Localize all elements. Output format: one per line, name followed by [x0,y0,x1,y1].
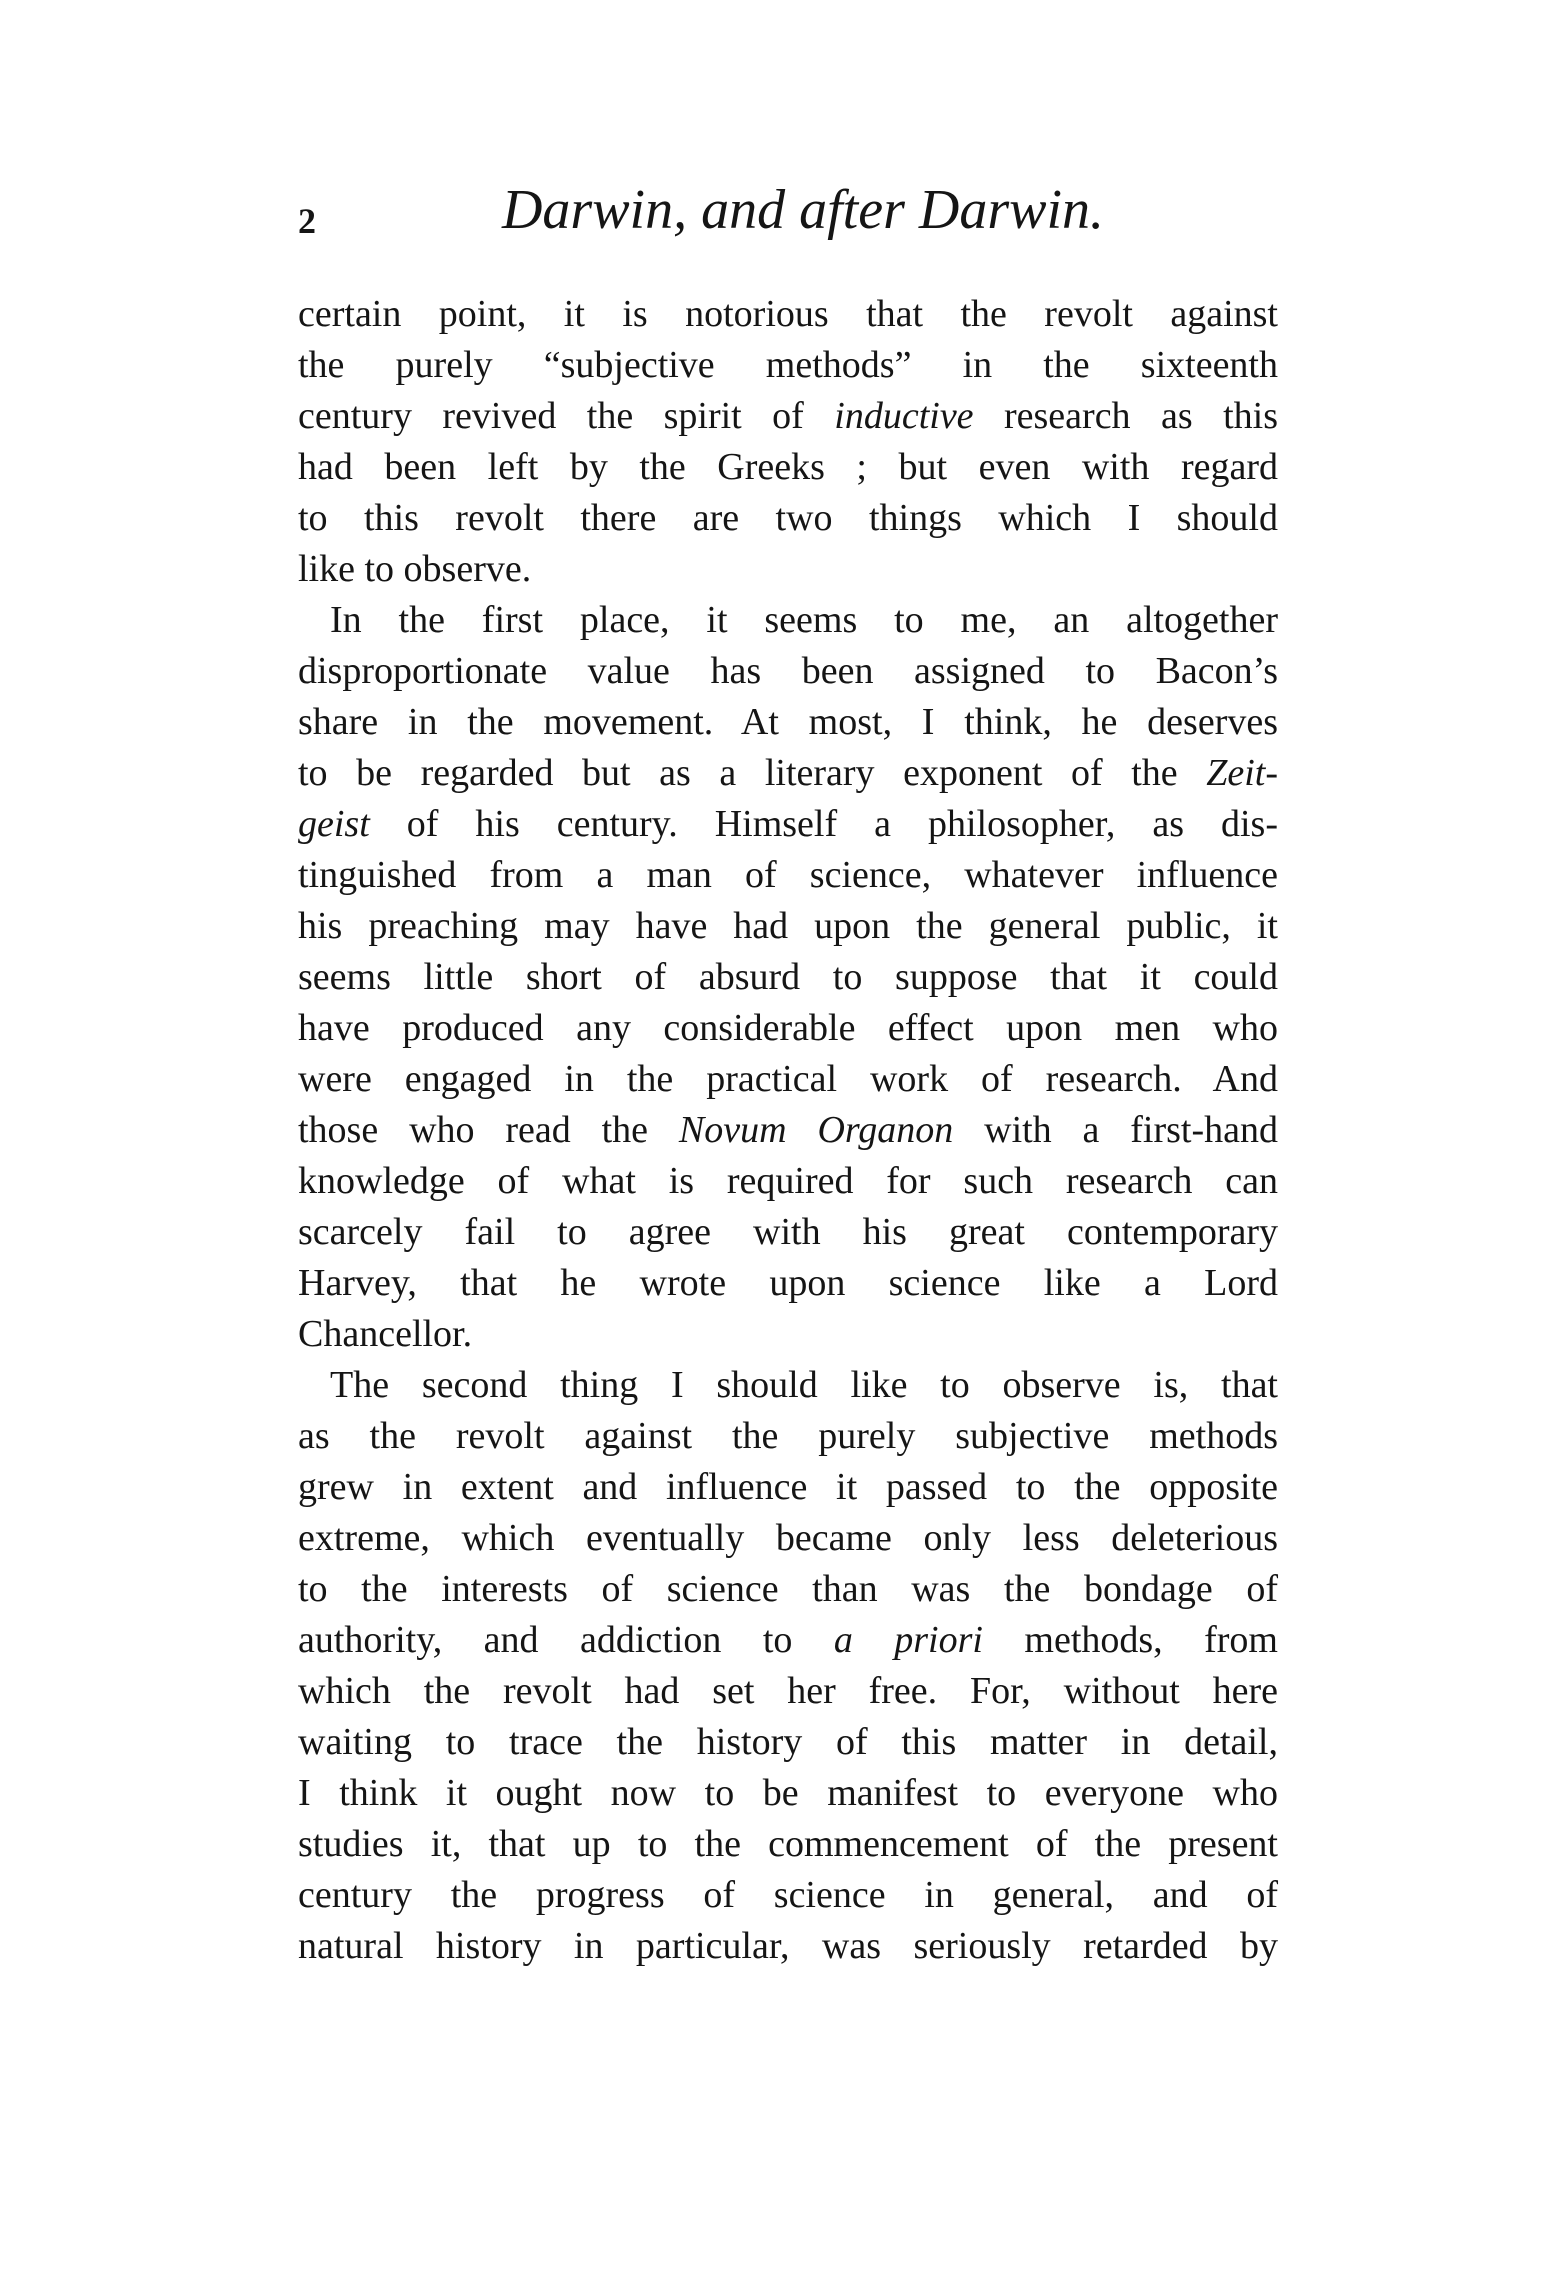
text-line [298,1666,1278,1717]
text-line [298,850,1278,901]
text-line [298,289,1278,340]
text-run: were engaged in the practical work of research. And [298,1058,1278,1100]
text-run: to be regarded but as a literary exponent of the [298,752,1207,794]
text-line [298,1513,1278,1564]
page-number: 2 [298,201,316,241]
text-line [298,1309,1278,1360]
text-run: natural history in particular, was seriously retarded by [298,1925,1278,1967]
text-run: like to observe. [298,548,532,590]
text-run: I think it ought now to be manifest to everyone who [298,1772,1278,1814]
text-line [298,1054,1278,1105]
text-run: certain point, it is notorious that the revolt against [298,293,1278,335]
text-run: had been left by the Greeks ; but even with regard [298,446,1278,488]
text-line [298,1768,1278,1819]
text-line [298,748,1278,799]
text-line [298,901,1278,952]
text-run: of his century. Himself a philosopher, as dis- [369,803,1278,845]
italic-text: Novum Organon [678,1109,954,1151]
text-run: waiting to trace the history of this matter in detail, [298,1721,1278,1763]
text-line [298,1921,1278,1972]
text-run: authority, and addiction to [298,1619,834,1661]
text-run: as the revolt against the purely subjective methods [298,1415,1278,1457]
text-run: share in the movement. At most, I think, he deserves [298,701,1278,743]
italic-text: inductive [834,395,974,437]
text-line [298,1870,1278,1921]
text-line [298,1207,1278,1258]
text-run: In the first place, it seems to me, an altogether [330,599,1278,641]
text-run: studies it, that up to the commencement of the present [298,1823,1278,1865]
text-run: which the revolt had set her free. For, without here [298,1670,1278,1712]
text-line [298,1615,1278,1666]
running-title: Darwin, and after Darwin. [501,179,1105,241]
text-line [298,799,1278,850]
text-run: The second thing I should like to observe is, that [330,1364,1278,1406]
text-line [298,1819,1278,1870]
text-line [298,697,1278,748]
text-line [298,1258,1278,1309]
text-line [298,340,1278,391]
text-run: the purely “subjective methods” in the sixteenth [298,344,1278,386]
text-run: to the interests of science than was the bondage of [298,1568,1278,1610]
text-run: disproportionate value has been assigned to Bacon’s [298,650,1278,692]
italic-text: a priori [833,1619,983,1661]
text-line [298,952,1278,1003]
text-line [298,1360,1278,1411]
text-line [298,442,1278,493]
text-line [298,1156,1278,1207]
text-run: methods, from [982,1619,1278,1661]
text-run: knowledge of what is required for such research can [298,1160,1278,1202]
text-run: scarcely fail to agree with his great contemporary [298,1211,1278,1253]
text-line [298,1411,1278,1462]
text-line [298,595,1278,646]
text-run: have produced any considerable effect upon men who [298,1007,1278,1049]
italic-text: geist [298,803,370,845]
text-run: to this revolt there are two things which I should [298,497,1278,539]
text-line [298,391,1278,442]
text-line [298,646,1278,697]
italic-text: Zeit- [1206,752,1278,794]
text-run: research as this [973,395,1278,437]
text-run: those who read the [298,1109,679,1151]
running-header [298,178,1278,248]
text-line [298,1462,1278,1513]
page-body-text [298,289,1278,1972]
text-line [298,1717,1278,1768]
text-run: with a first-hand [953,1109,1279,1151]
text-line [298,544,1278,595]
text-line [298,493,1278,544]
text-run: Harvey, that he wrote upon science like a Lord [298,1262,1278,1304]
text-run: seems little short of absurd to suppose that it could [298,956,1278,998]
text-run: his preaching may have had upon the general public, it [298,905,1278,947]
text-run: grew in extent and influence it passed to the opposite [298,1466,1278,1508]
text-line [298,1564,1278,1615]
text-run: extreme, which eventually became only less deleterious [298,1517,1278,1559]
text-line [298,1105,1278,1156]
text-run: century revived the spirit of [298,395,835,437]
text-run: Chancellor. [298,1313,473,1355]
text-run: tinguished from a man of science, whatever influence [298,854,1278,896]
text-line [298,1003,1278,1054]
text-run: century the progress of science in general, and of [298,1874,1278,1916]
